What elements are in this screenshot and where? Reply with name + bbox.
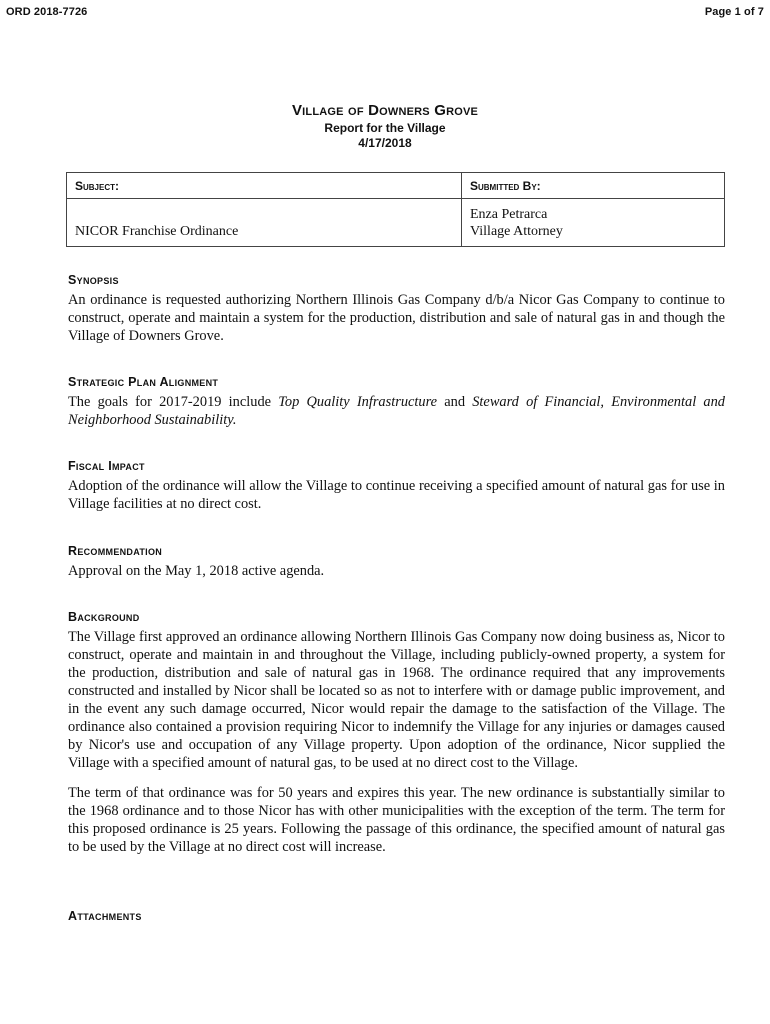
ordinance-number: ORD 2018-7726 xyxy=(6,6,88,18)
document-date: 4/17/2018 xyxy=(358,136,412,150)
submitter-title: Village Attorney xyxy=(470,224,563,239)
synopsis-heading: Synopsis xyxy=(68,273,119,287)
synopsis-text: An ordinance is requested authorizing Northern Illinois Gas Company d/b/a Nicor Gas Company to continue to construct, operate and maintain a system for the production, distribution and sale of natural gas in and though the Village of Downers Grove. xyxy=(68,292,725,344)
document-subtitle: Report for the Village xyxy=(324,121,446,135)
attachments-section xyxy=(68,908,725,924)
fiscal-impact-text: Adoption of the ordinance will allow the Village to continue receiving a specified amount of natural gas for use in Village facilities at no direct cost. xyxy=(68,478,725,512)
submitted-by-label: Submitted By: xyxy=(462,173,725,199)
strategic-goal-2: Steward of Financial, Environmental and Neighborhood Sustainability. xyxy=(68,394,725,428)
page-number: Page 1 of 7 xyxy=(704,6,764,18)
fiscal-impact-heading: Fiscal Impact xyxy=(68,459,145,473)
strategic-text-2: and xyxy=(437,394,473,410)
strategic-plan-text xyxy=(68,393,725,429)
fiscal-impact-section xyxy=(68,458,725,513)
subject-value: NICOR Franchise Ordinance xyxy=(75,224,239,239)
recommendation-section xyxy=(68,543,725,580)
strategic-plan-section xyxy=(68,374,725,429)
subject-label: Subject: xyxy=(67,173,462,199)
info-table xyxy=(66,172,725,247)
background-paragraph-2: The term of that ordinance was for 50 years and expires this year. The new ordinance is substantially similar to the 1968 ordinance and to those Nicor has with other municipalities with the exception of the term. The term for this proposed ordinance is 25 years. Following the passage of this ordinance, the specified amount of natural gas to be used by the Village at no direct cost will increase. xyxy=(68,785,725,855)
background-section xyxy=(68,609,725,856)
recommendation-heading: Recommendation xyxy=(68,544,163,558)
strategic-goal-1: Top Quality Infrastructure xyxy=(278,394,438,410)
attachments-heading: Attachments xyxy=(68,909,142,923)
document-title: Village of Downers Grove xyxy=(291,102,479,119)
background-heading: Background xyxy=(68,610,140,624)
strategic-plan-heading: Strategic Plan Alignment xyxy=(68,375,219,389)
strategic-text-1: The goals for 2017-2019 include xyxy=(68,394,279,410)
title-block xyxy=(0,101,770,151)
synopsis-section xyxy=(68,272,725,345)
background-paragraph-1: The Village first approved an ordinance allowing Northern Illinois Gas Company now doing business as, Nicor to construct, operate and maintain in and throughout the Village, including publicly-owned property, a system for the production, distribution and sale of natural gas in 1968. The ordinance required that any improvements constructed and installed by Nicor shall be located so as not to interfere with or damage public improvement, and in the event any such damage occurred, Nicor would repair the damage to the satisfaction of the Village. The ordinance also contained a provision requiring Nicor to indemnify the Village for any injuries or damages caused by Nicor's use and occupation of any Village property. Upon adoption of the ordinance, Nicor supplied the Village with a specified amount of natural gas, to be used at no direct cost to the Village. xyxy=(68,629,725,771)
recommendation-text: Approval on the May 1, 2018 active agenda. xyxy=(68,563,325,579)
submitted-by-value-cell xyxy=(462,199,725,247)
submitter-name: Enza Petrarca xyxy=(470,207,548,222)
subject-value-cell xyxy=(67,199,462,247)
